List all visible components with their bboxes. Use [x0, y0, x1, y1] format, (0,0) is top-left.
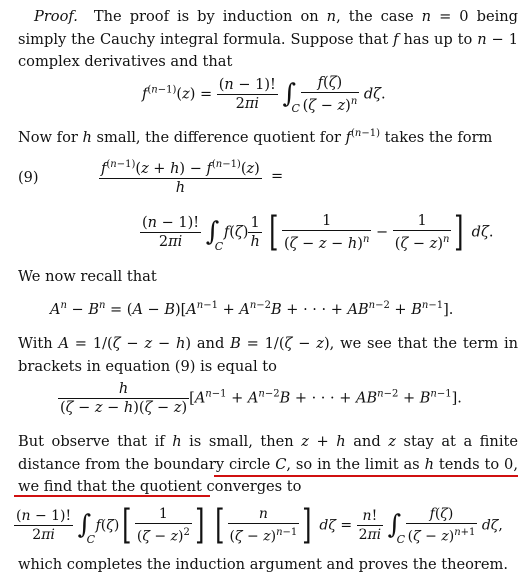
proof-label: Proof.: [34, 8, 78, 25]
proof-paragraph-4: With A = 1/(ζ − z − h) and B = 1/(ζ − z), we see that the term in brackets in equation (9) is equal to: [18, 335, 519, 375]
proof-paragraph-2: Now for h small, the difference quotient for $f^{(n-1)}$ takes the form: [18, 128, 493, 146]
highlight-underline-1: [214, 475, 518, 477]
equation-9-line-2: $\frac{(n - 1)!}{2\pi i}$ ∫ C f(ζ) $\frac{1}{h}$ [ $\frac{1}{(\zeta - z - h)^n}$ − $\frac{1}{(\zeta - z)^n}$ ] dζ.: [142, 209, 494, 256]
equation-limit: $\frac{(n - 1)!}{2\pi i}$ ∫ C f(ζ)[ $\frac{1}{(\zeta - z)^2}$ ] [ $\frac{n}{(\zeta - z)^{n-1}}$ ] dζ = $\frac{n!}{2\pi i}$ ∫ C $\frac{f(\zeta)}{(\zeta - z)^{n+1}}$ dζ,: [16, 502, 503, 549]
equation-derivative-n-minus-1: $f^{(n-1)}(z)$ = $\frac{(n - 1)!}{2\pi i}$ ∫ C $\frac{f(\zeta)}{(\zeta - z)^n}$ dζ.: [142, 75, 386, 116]
proof-paragraph-3: We now recall that: [18, 268, 157, 285]
highlight-underline-2: [14, 495, 210, 497]
proof-paragraph-6: which completes the induction argument and proves the theorem.: [18, 556, 509, 573]
equation-power-difference-identity: $A^n - B^n = (A - B)[A^{n-1} + A^{n-2}B$ + · · · + $AB^{n-2} + B^{n-1}$].: [50, 300, 454, 318]
equation-9-line-1: $\frac{f^{(n-1)}(z + h) - f^{(n-1)}(z)}{h}$ =: [99, 156, 283, 197]
proof-paragraph-1: [18, 6, 518, 74]
proof-paragraph-5: But observe that if h is small, then z + h and z stay at a finite distance from the boundary circle C, so in the limit as h tends to 0, we find that the quotient converges to: [18, 433, 518, 495]
equation-9-label: (9): [18, 170, 39, 186]
paragraph-1-text: The proof is by induction on n, the case n = 0 being simply the Cauchy integral formula. Suppose that f has up to n − 1 complex derivatives and that: [18, 8, 518, 70]
equation-bracket-term: $\frac{h}{(\zeta - z - h)(\zeta - z)}$ [$A^{n-1} + A^{n-2}B$ + · · · + $AB^{n-2} + B^{n-1}$].: [60, 381, 462, 416]
